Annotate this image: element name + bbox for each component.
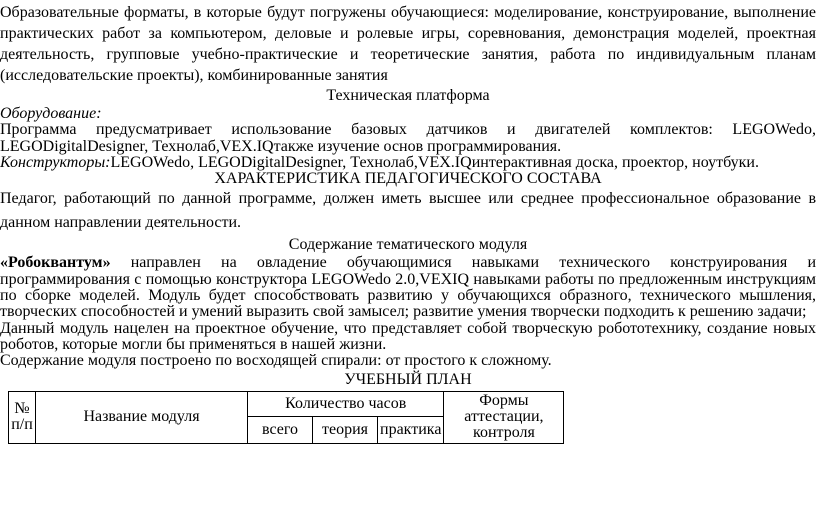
constructors-label: Конструкторы: xyxy=(0,153,111,171)
table-header-total: всего xyxy=(248,416,313,443)
module-description-text: направлен на овладение обучающимися навыками технического конструирования и программирования с помощью конструктора LEGOWedo 2.0,VEXIQ навыками работы по предложенным инструкциям по сборке моделей. Модуль будет способствовать развитию у обучающихся образного, технического мышления, творческих способностей и умений выразить свой замысел; развитие умения творчески подходить к решению задачи; xyxy=(0,254,816,321)
module-description-paragraph xyxy=(0,255,816,320)
equipment-label: Оборудование: xyxy=(0,105,102,122)
pedagogical-heading: ХАРАКТЕРИСТИКА ПЕДАГОГИЧЕСКОГО СОСТАВА xyxy=(214,170,602,188)
study-plan-table xyxy=(8,391,564,444)
table-header-practice: практика xyxy=(378,416,444,443)
project-learning-paragraph: Данный модуль нацелен на проектное обучение, что представляет собой творческую робототехнику, создание новых роботов, которые могли бы применяться в нашей жизни. xyxy=(0,319,816,353)
table-header-num-line1: № xyxy=(14,400,30,418)
table-header-row-top xyxy=(9,391,564,416)
program-equipment-paragraph: Программа предусматривает использование базовых датчиков и двигателей комплектов: LEGOWedo, LEGODigitalDesigner, Технолаб,VEX.IQтакже изучение основ программирования. xyxy=(0,121,816,155)
module-name: «Робоквантум» xyxy=(0,254,111,272)
constructors-line xyxy=(0,155,816,171)
table-header-num xyxy=(9,391,36,443)
study-plan-heading: УЧЕБНЫЙ ПЛАН xyxy=(344,370,472,388)
table-header-module: Название модуля xyxy=(36,391,248,443)
pedagogical-paragraph: Педагог, работающий по данной программе, должен иметь высшее или среднее профессиональное образование в данном направлении деятельности. xyxy=(0,190,816,232)
tech-platform-heading: Техническая платформа xyxy=(326,87,490,104)
spiral-paragraph: Содержание модуля построено по восходящей спирали: от простого к сложному. xyxy=(0,352,552,370)
table-header-num-line2: п/п xyxy=(11,416,33,434)
intro-paragraph: Образовательные форматы, в которые будут погружены обучающиеся: моделирование, конструирование, выполнение практических работ за компьютером, деловые и ролевые игры, соревнования, демонстрация моделей, проектная деятельность, групповые учебно-практические и теоретические занятия, работа по индивидуальным планам (исследовательские проекты), комбинированные занятия xyxy=(0,4,816,84)
module-content-heading: Содержание тематического модуля xyxy=(288,236,528,254)
table-header-theory: теория xyxy=(313,416,378,443)
constructors-text: LEGOWedo, LEGODigitalDesigner, Технолаб,VEX.IQинтерактивная доска, проектор, ноутбуки. xyxy=(110,153,759,171)
table-header-forms: Формы аттестации, контроля xyxy=(444,391,564,443)
table-header-hours: Количество часов xyxy=(248,391,444,416)
